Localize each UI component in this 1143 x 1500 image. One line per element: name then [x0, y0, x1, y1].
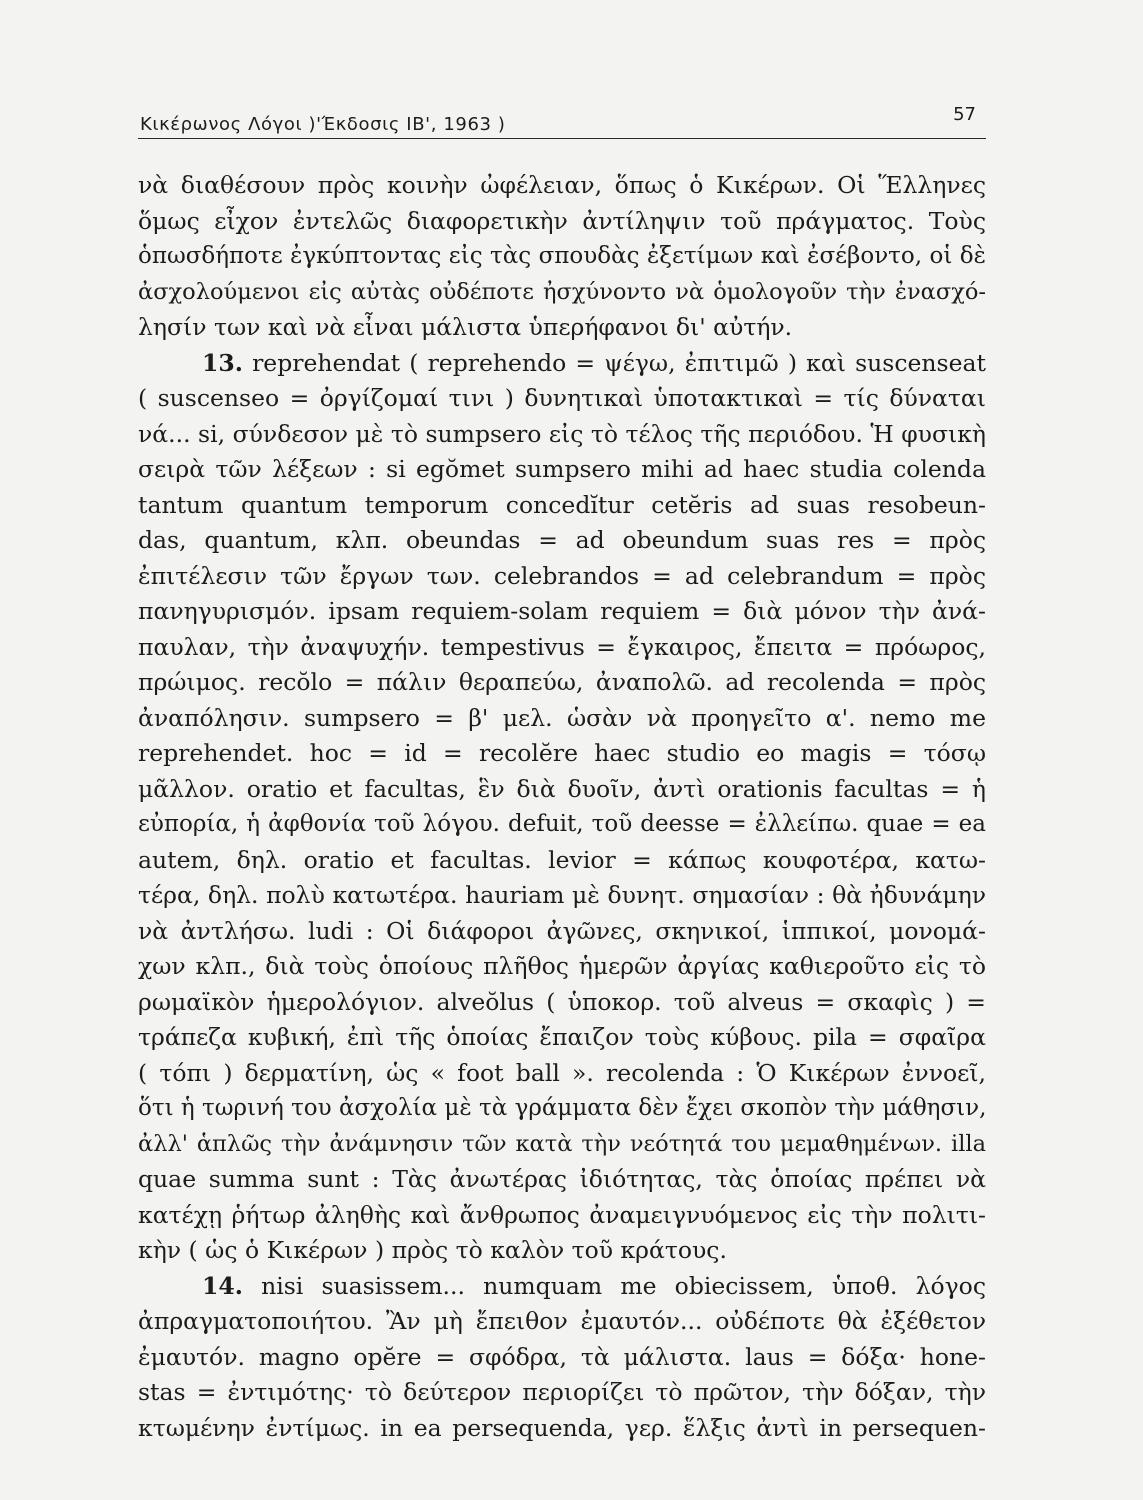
- text-line: πανηγυρισμόν. ipsam requiem-solam requiem = διὰ μόνον τὴν ἀνά-: [138, 597, 986, 625]
- text-line: κατέχῃ ῥήτωρ ἀληθὴς καὶ ἄνθρωπος ἀναμειγνυόμενος εἰς τὴν πολιτι-: [138, 1200, 986, 1229]
- text-line: ἐμαυτόν. magno opĕre = σφόδρα, τὰ μάλιστα. laus = δόξα· hone-: [138, 1342, 986, 1371]
- text-line: πρώιμος. recŏlo = πάλιν θεραπεύω, ἀναπολῶ. ad recolenda = πρὸς: [138, 668, 986, 696]
- text-line: ἀσχολούμενοι εἰς αὐτὰς οὐδέποτε ἠσχύνοντο νὰ ὁμολογοῦν τὴν ἐνασχό-: [138, 278, 986, 305]
- text-line: ὅτι ἡ τωρινή του ἀσχολία μὲ τὰ γράμματα δὲν ἔχει σκοπὸν τὴν μάθησιν,: [138, 1095, 987, 1121]
- text-line: χων κλπ., διὰ τοὺς ὁποίους πλῆθος ἡμερῶν ἀργίας καθιεροῦτο εἰς τὸ: [138, 952, 986, 980]
- text-line: reprehendet. hoc = id = recolĕre haec studio eo magis = τόσῳ: [138, 739, 986, 767]
- page-header: [138, 102, 986, 139]
- text-line: das, quantum, κλπ. obeundas = ad obeundum suas res = πρὸς: [138, 526, 986, 554]
- section-14-lead-text: nisi suasissem... numquam me obiecissem, ὑποθ. λόγος: [261, 1271, 986, 1300]
- text-line: παυλαν, τὴν ἀναψυχήν. tempestivus = ἔγκαιρος, ἔπειτα = πρόωρος,: [138, 632, 986, 661]
- text-line: stas = ἐντιμότης· τὸ δεύτερον περιορίζει τὸ πρῶτον, τὴν δόξαν, τὴν: [138, 1378, 986, 1406]
- text-line: tantum quantum temporum concedĭtur cetĕris ad suas resobeun-: [138, 490, 986, 519]
- section-13-first-line: [138, 346, 986, 382]
- body-text: [138, 168, 986, 1446]
- section-14-number: 14.: [202, 1271, 243, 1300]
- text-line: νὰ ἀντλήσω. ludi : Οἱ διάφοροι ἀγῶνες, σκηνικοί, ἱππικοί, μονομά-: [138, 916, 986, 945]
- text-line: ἀναπόλησιν. sumpsero = β' μελ. ὡσὰν νὰ προηγεῖτο α'. nemo me: [138, 703, 986, 732]
- text-line: autem, δηλ. oratio et facultas. levior = κάπως κουφοτέρα, κατω-: [138, 845, 986, 874]
- section-14-first-line: [138, 1269, 986, 1305]
- text-line: κὴν ( ὡς ὁ Κικέρων ) πρὸς τὸ καλὸν τοῦ κράτους.: [138, 1236, 727, 1264]
- text-line: ἀλλ' ἁπλῶς τὴν ἀνάμνησιν τῶν κατὰ τὴν νεότητά του μεμαθημένων. illa: [138, 1130, 986, 1157]
- text-line: quae summa sunt : Τὰς ἀνωτέρας ἰδιότητας, τὰς ὁποίας πρέπει νὰ: [138, 1165, 986, 1193]
- text-line: τέρα, δηλ. πολὺ κατωτέρα. hauriam μὲ δυνητ. σημασίαν : θὰ ἠδυνάμην: [138, 881, 986, 909]
- text-line: ἀπραγματοποιήτου. Ἂν μὴ ἔπειθον ἐμαυτόν... οὐδέποτε θὰ ἐξέθετον: [138, 1307, 986, 1335]
- section-13-lead-text: reprehendat ( reprehendo = ψέγω, ἐπιτιμῶ ) καὶ suscenseat: [252, 348, 986, 377]
- text-line: σειρὰ τῶν λέξεων : si egŏmet sumpsero mihi ad haec studia colenda: [138, 455, 986, 483]
- text-line: εὐπορία, ἡ ἀφθονία τοῦ λόγου. defuit, τοῦ deesse = ἐλλείπω. quae = ea: [138, 811, 986, 837]
- text-line: νά... si, σύνδεσον μὲ τὸ sumpsero εἰς τὸ τέλος τῆς περιόδου. Ἡ φυσικὴ: [138, 419, 986, 448]
- page-number: 57: [953, 104, 976, 125]
- text-line: κτωμένην ἐντίμως. in ea persequenda, γερ. ἕλξις ἀντὶ in persequen-: [138, 1413, 986, 1442]
- text-line: ὁπωσδήποτε ἐγκύπτοντας εἰς τὰς σπουδὰς ἐξετίμων καὶ ἐσέβοντο, οἱ δὲ: [138, 243, 986, 269]
- text-line: ( suscenseo = ὀργίζομαί τινι ) δυνητικαὶ ὑποτακτικαὶ = τίς δύναται: [138, 384, 986, 412]
- section-13-number: 13.: [202, 348, 243, 377]
- text-line: ἐπιτέλεσιν τῶν ἔργων των. celebrandos = ad celebrandum = πρὸς: [138, 561, 986, 590]
- text-line: λησίν των καὶ νὰ εἶναι μάλιστα ὑπερήφανοι δι' αὐτήν.: [138, 313, 793, 341]
- text-line: νὰ διαθέσουν πρὸς κοινὴν ὠφέλειαν, ὅπως ὁ Κικέρων. Οἱ Ἕλληνες: [138, 171, 986, 199]
- text-line: ρωμαϊκὸν ἡμερολόγιον. alveŏlus ( ὑποκορ. τοῦ alveus = σκαφὶς ) =: [138, 987, 986, 1016]
- running-title: Κικέρωνος Λόγοι )'Έκδοσις ΙΒ', 1963 ): [140, 114, 506, 135]
- text-line: μᾶλλον. oratio et facultas, ἓν διὰ δυοῖν, ἀντὶ orationis facultas = ἡ: [138, 774, 986, 803]
- text-line: ὅμως εἶχον ἐντελῶς διαφορετικὴν ἀντίληψιν τοῦ πράγματος. Τοὺς: [138, 206, 986, 235]
- text-line: ( τόπι ) δερματίνη, ὡς « foot ball ». recolenda : Ὁ Κικέρων ἐννοεῖ,: [138, 1058, 986, 1087]
- text-line: τράπεζα κυβική, ἐπὶ τῆς ὁποίας ἔπαιζον τοὺς κύβους. pila = σφαῖρα: [138, 1023, 986, 1051]
